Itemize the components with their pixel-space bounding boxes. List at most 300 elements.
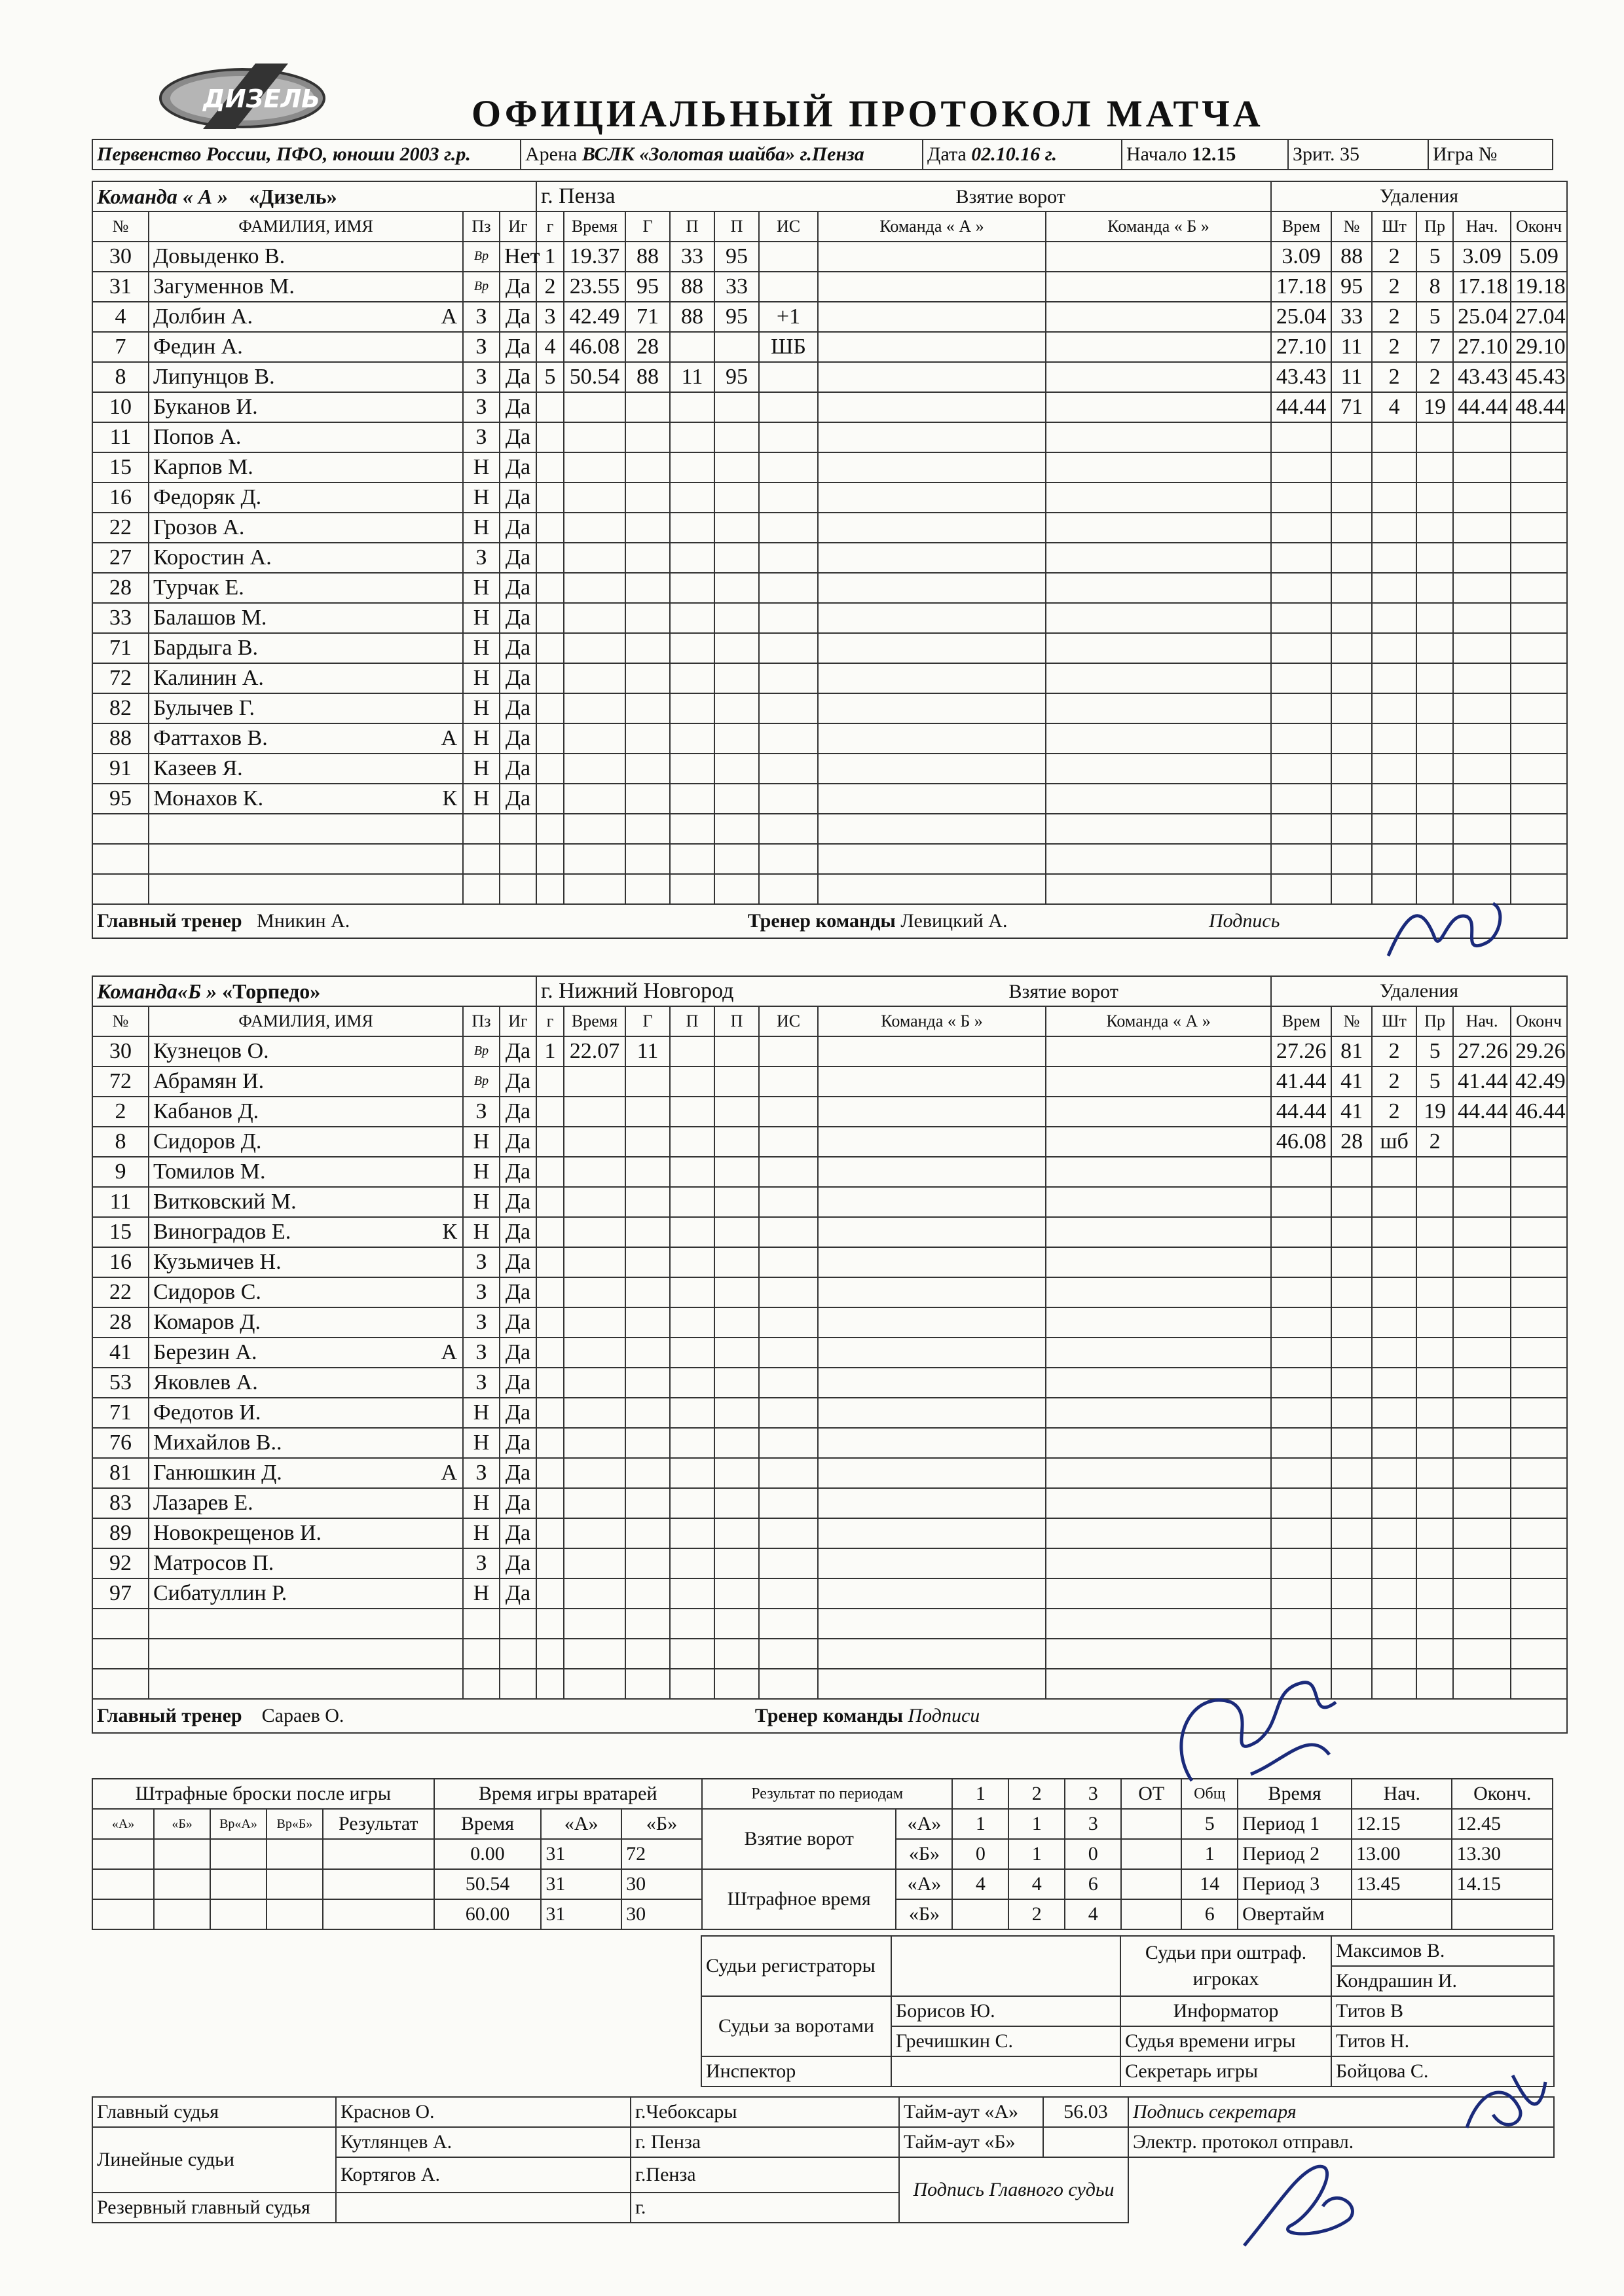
- player-row: [92, 543, 1567, 573]
- penalty-start: 25.04: [1453, 302, 1511, 332]
- player-played: Да: [500, 1066, 536, 1097]
- player-position: З: [463, 1458, 500, 1488]
- col-header-g: Г: [625, 1006, 670, 1036]
- player-number: 89: [92, 1518, 149, 1548]
- player-row: [92, 1187, 1567, 1217]
- player-position: Н: [463, 1157, 500, 1187]
- penalty-start: 27.26: [1453, 1036, 1511, 1066]
- goal-scorer: 28: [625, 332, 670, 362]
- goal-time: 19.37: [564, 242, 625, 272]
- col-header-p1: П: [670, 1006, 714, 1036]
- shootout-title: Штрафные броски после игры: [92, 1779, 434, 1809]
- player-position: З: [463, 392, 500, 422]
- chief-referee: Краснов О.: [336, 2097, 631, 2127]
- player-name: Буканов И.: [149, 392, 463, 422]
- penalty-minutes: 2: [1372, 1036, 1416, 1066]
- player-played: Да: [500, 1578, 536, 1609]
- player-name: Витковский М.: [149, 1187, 463, 1217]
- player-played: Да: [500, 302, 536, 332]
- player-name: Абрамян И.: [149, 1066, 463, 1097]
- penalty-time: 27.26: [1271, 1036, 1331, 1066]
- player-position: З: [463, 1368, 500, 1398]
- player-played: Да: [500, 483, 536, 513]
- penalty-time: 44.44: [1271, 392, 1331, 422]
- player-number: 92: [92, 1548, 149, 1578]
- player-position: Н: [463, 1488, 500, 1518]
- player-name: Кабанов Д.: [149, 1097, 463, 1127]
- player-position: Н: [463, 1578, 500, 1609]
- player-name: Турчак Е.: [149, 573, 463, 603]
- col-header-teamb: Команда « А »: [1046, 1006, 1271, 1036]
- player-played: Да: [500, 272, 536, 302]
- player-row: [92, 1217, 1567, 1247]
- player-position: Н: [463, 1217, 500, 1247]
- player-number: 28: [92, 573, 149, 603]
- penalty-player: 95: [1331, 272, 1372, 302]
- penalty-end: 5.09: [1511, 242, 1567, 272]
- player-row: [92, 693, 1567, 723]
- player-name: Кузнецов О.: [149, 1036, 463, 1066]
- player-number: 72: [92, 1066, 149, 1097]
- player-played: Да: [500, 1548, 536, 1578]
- goal-assist-2: 33: [714, 272, 759, 302]
- col-header-start: Нач.: [1453, 1006, 1511, 1036]
- col-header-g: Г: [625, 211, 670, 242]
- player-number: 22: [92, 513, 149, 543]
- player-number: 53: [92, 1368, 149, 1398]
- penalty-reason: 19: [1416, 1097, 1453, 1127]
- player-position: Н: [463, 754, 500, 784]
- penalty-minutes: 2: [1372, 242, 1416, 272]
- player-played: Да: [500, 392, 536, 422]
- svg-text:ДИЗЕЛЬ: ДИЗЕЛЬ: [203, 84, 321, 113]
- player-played: Да: [500, 1518, 536, 1548]
- player-position: Н: [463, 1518, 500, 1548]
- penalty-start: 27.10: [1453, 332, 1511, 362]
- goal-no: 1: [536, 242, 564, 272]
- penalty-player: 28: [1331, 1127, 1372, 1157]
- penalty-player: 81: [1331, 1036, 1372, 1066]
- player-row: [92, 422, 1567, 452]
- player-position: Н: [463, 1187, 500, 1217]
- col-header-played: Иг: [500, 211, 536, 242]
- penalty-reason: 5: [1416, 1036, 1453, 1066]
- player-name: Федин А.: [149, 332, 463, 362]
- goal-no: 4: [536, 332, 564, 362]
- player-name: Комаров Д.: [149, 1307, 463, 1338]
- signature-scribble: [1238, 2147, 1369, 2265]
- player-played: Да: [500, 1338, 536, 1368]
- player-number: 28: [92, 1307, 149, 1338]
- penalty-reason: 2: [1416, 362, 1453, 392]
- player-position: З: [463, 422, 500, 452]
- col-header-name: ФАМИЛИЯ, ИМЯ: [149, 1006, 463, 1036]
- player-row: [92, 332, 1567, 362]
- col-header-pos: Пз: [463, 211, 500, 242]
- player-row: [92, 1428, 1567, 1458]
- player-row: [92, 1157, 1567, 1187]
- player-number: 11: [92, 1187, 149, 1217]
- goal-situation: +1: [759, 302, 818, 332]
- signature-scribble: [1153, 1663, 1349, 1794]
- penalty-reason: 7: [1416, 332, 1453, 362]
- col-header-p2: П: [714, 1006, 759, 1036]
- goal-no: 1: [536, 1036, 564, 1066]
- player-position: З: [463, 362, 500, 392]
- team-b-team-coach: Подписи: [908, 1705, 980, 1726]
- penalty-start: 3.09: [1453, 242, 1511, 272]
- player-name: Матросов П.: [149, 1548, 463, 1578]
- penalty-start: 41.44: [1453, 1066, 1511, 1097]
- penalty-time: 27.10: [1271, 332, 1331, 362]
- player-name: Грозов А.: [149, 513, 463, 543]
- player-played: Да: [500, 1307, 536, 1338]
- player-row: [92, 242, 1567, 272]
- player-played: Да: [500, 1368, 536, 1398]
- goal-assist-2: [714, 332, 759, 362]
- player-number: 76: [92, 1428, 149, 1458]
- player-number: 82: [92, 693, 149, 723]
- player-played: Нет: [500, 242, 536, 272]
- signature-scribble: [1382, 897, 1513, 969]
- player-row: [92, 452, 1567, 483]
- penalty-end: 29.26: [1511, 1036, 1567, 1066]
- penalty-time: 41.44: [1271, 1066, 1331, 1097]
- goal-no: 3: [536, 302, 564, 332]
- penalty-time: 44.44: [1271, 1097, 1331, 1127]
- player-name: Довыденко В.: [149, 242, 463, 272]
- player-name: Михайлов В..: [149, 1428, 463, 1458]
- player-position: Н: [463, 723, 500, 754]
- player-number: 88: [92, 723, 149, 754]
- penalty-time: 17.18: [1271, 272, 1331, 302]
- col-header-name: ФАМИЛИЯ, ИМЯ: [149, 211, 463, 242]
- team-b-name: «Торпедо»: [222, 979, 321, 1003]
- col-header-is: ИС: [759, 211, 818, 242]
- player-played: Да: [500, 1127, 536, 1157]
- player-row: [92, 814, 1567, 844]
- penalty-minutes: 2: [1372, 1097, 1416, 1127]
- penalty-end: 29.10: [1511, 332, 1567, 362]
- penalty-player: 33: [1331, 302, 1372, 332]
- col-header-num: №: [92, 1006, 149, 1036]
- team-a-city: г. Пенза: [541, 183, 616, 208]
- player-position: Н: [463, 483, 500, 513]
- player-played: Да: [500, 332, 536, 362]
- player-position: З: [463, 332, 500, 362]
- player-number: 30: [92, 1036, 149, 1066]
- team-b-head-coach: Сараев О.: [261, 1705, 344, 1726]
- player-number: 15: [92, 1217, 149, 1247]
- col-header-played: Иг: [500, 1006, 536, 1036]
- player-row: [92, 362, 1567, 392]
- player-row: [92, 1518, 1567, 1548]
- start-time: 12.15: [1191, 143, 1236, 165]
- goal-time: 22.07: [564, 1036, 625, 1066]
- col-header-pnum: №: [1331, 211, 1372, 242]
- penalty-minutes: 2: [1372, 362, 1416, 392]
- team-a-name: «Дизель»: [249, 185, 337, 208]
- goal-assist-1: 33: [670, 242, 714, 272]
- player-row: [92, 483, 1567, 513]
- player-number: 2: [92, 1097, 149, 1127]
- player-name: Казеев Я.: [149, 754, 463, 784]
- penalty-start: 17.18: [1453, 272, 1511, 302]
- player-played: Да: [500, 1277, 536, 1307]
- player-number: 22: [92, 1277, 149, 1307]
- col-header-num: №: [92, 211, 149, 242]
- player-name: Березин А. А: [149, 1338, 463, 1368]
- player-name: Долбин А. А: [149, 302, 463, 332]
- player-number: 72: [92, 663, 149, 693]
- player-number: 30: [92, 242, 149, 272]
- player-name: Федотов И.: [149, 1398, 463, 1428]
- player-name: Липунцов В.: [149, 362, 463, 392]
- player-position: Вр: [463, 1036, 500, 1066]
- player-row: [92, 844, 1567, 874]
- goal-time: 50.54: [564, 362, 625, 392]
- penalty-end: 46.44: [1511, 1097, 1567, 1127]
- penalty-player: 88: [1331, 242, 1372, 272]
- penalty-minutes: 4: [1372, 392, 1416, 422]
- team-a-head-coach: Мникин А.: [257, 910, 350, 932]
- player-played: Да: [500, 754, 536, 784]
- player-name: Томилов М.: [149, 1157, 463, 1187]
- player-row: [92, 663, 1567, 693]
- penalty-end: 48.44: [1511, 392, 1567, 422]
- player-number: 71: [92, 633, 149, 663]
- player-name: Коростин А.: [149, 543, 463, 573]
- player-number: 8: [92, 1127, 149, 1157]
- col-header-ptime: Врем: [1271, 211, 1331, 242]
- team-b-table: Команда«Б » «Торпедо» г. Нижний Новгород Взятие ворот Удаления № ФАМИЛИЯ, ИМЯ Пз Иг г Время Г П П ИС Команда « Б » Команда « А » Врем № Шт Пр Нач. Оконч 30 Кузнецов О. Вр Да 1 22.07 11 27.26 81 2 5 27.26 29.26 72 Абрамян И. Вр Да 41.44 41 2 5 41.44 42.49 2 Кабанов Д. З Да 44.44 41 2 19 44.44 46.44 8 Сидоров Д. Н Да 46.08 28 шб 2 9 Томилов М. Н Да 11 Витковский М. Н Да 15 Виноградов Е. К Н Да 16 Кузьмичев Н. З Да 22 Сидоров С. З Да 28 Комаров Д. З Да 41 Березин А. А З Да 53 Яковлев А. З Да 71 Федотов И. Н Да 76 Михайлов В.. Н Да 81 Ганюшкин Д. А З Да 83 Лазарев Е. Н Да 89 Новокрещенов И. Н Да 92 Матросов П. З Да 97 Сибатуллин Р. Н Да Главный тренер Сараев О. Тренер команды Подписи: [92, 975, 1568, 1734]
- player-row: [92, 1036, 1567, 1066]
- player-row: [92, 1368, 1567, 1398]
- penalty-start: [1453, 1127, 1511, 1157]
- player-name: Бардыга В.: [149, 633, 463, 663]
- player-name: Федоряк Д.: [149, 483, 463, 513]
- penalty-reason: 5: [1416, 242, 1453, 272]
- penalty-time: 25.04: [1271, 302, 1331, 332]
- goal-assist-1: [670, 332, 714, 362]
- player-position: Вр: [463, 242, 500, 272]
- penalty-end: [1511, 1127, 1567, 1157]
- player-number: 81: [92, 1458, 149, 1488]
- player-position: Н: [463, 1127, 500, 1157]
- player-played: Да: [500, 723, 536, 754]
- goal-time: 42.49: [564, 302, 625, 332]
- player-row: [92, 874, 1567, 904]
- player-row: [92, 1097, 1567, 1127]
- player-number: 27: [92, 543, 149, 573]
- player-played: Да: [500, 1428, 536, 1458]
- player-row: [92, 513, 1567, 543]
- player-row: [92, 603, 1567, 633]
- player-number: 33: [92, 603, 149, 633]
- player-row: [92, 1066, 1567, 1097]
- player-played: Да: [500, 1488, 536, 1518]
- penalty-minutes: 2: [1372, 272, 1416, 302]
- player-name: Балашов М.: [149, 603, 463, 633]
- player-row: [92, 1127, 1567, 1157]
- col-header-teamb: Команда « Б »: [1046, 211, 1271, 242]
- page-title: ОФИЦИАЛЬНЫЙ ПРОТОКОЛ МАТЧА: [471, 92, 1264, 135]
- player-number: 91: [92, 754, 149, 784]
- col-header-ptime: Врем: [1271, 1006, 1331, 1036]
- col-header-pnum: №: [1331, 1006, 1372, 1036]
- player-position: З: [463, 1247, 500, 1277]
- player-played: Да: [500, 362, 536, 392]
- goal-no: 2: [536, 272, 564, 302]
- player-name: Яковлев А.: [149, 1368, 463, 1398]
- player-row: [92, 302, 1567, 332]
- player-played: Да: [500, 1247, 536, 1277]
- team-a-table: Команда « А » «Дизель» г. Пенза Взятие ворот Удаления № ФАМИЛИЯ, ИМЯ Пз Иг г Время Г П П ИС Команда « А » Команда « Б » Врем № Шт Пр Нач. Оконч 30 Довыденко В. Вр Нет 1 19.37 88 33 95 3.09 88 2 5 3.09 5.09 31 Загуменнов М. Вр Да 2 23.55 95 88 33 17.18 95 2 8 17.18 19.18 4 Долбин А. А З Да 3 42.49 71 88 95 +1 25.04 33 2 5 25.04 27.04 7 Федин А. З Да 4 46.08 28 ШБ 27.10 11 2 7 27.10 29.10 8 Липунцов В. З Да 5 50.54 88 11 95 43.43 11 2 2 43.43 45.43 10 Буканов И. З Да 44.44 71 4 19 44.44 48.44 11 Попов А. З Да 15 Карпов М. Н Да 16 Федоряк Д. Н Да 22 Грозов А. Н Да 27 Коростин А. З Да 28 Турчак Е. Н Да 33 Балашов М. Н Да 71 Бардыга В. Н Да 72 Калинин А. Н Да 82 Булычев Г. Н Да 88 Фаттахов В. А Н Да 91 Казеев Я. Н Да 95 Монахов К. К Н Да Главный тренер Мникин А. Тренер команды Левицкий А. Подпись: [92, 181, 1568, 939]
- player-number: 95: [92, 784, 149, 814]
- player-row: [92, 1578, 1567, 1609]
- player-number: 8: [92, 362, 149, 392]
- player-name: Лазарев Е.: [149, 1488, 463, 1518]
- player-row: [92, 573, 1567, 603]
- player-played: Да: [500, 452, 536, 483]
- penalty-player: 41: [1331, 1097, 1372, 1127]
- player-number: 11: [92, 422, 149, 452]
- penalty-minutes: 2: [1372, 302, 1416, 332]
- goal-scorer: 95: [625, 272, 670, 302]
- goal-situation: [759, 272, 818, 302]
- player-number: 16: [92, 483, 149, 513]
- player-number: 7: [92, 332, 149, 362]
- penalty-reason: 8: [1416, 272, 1453, 302]
- player-name: Загуменнов М.: [149, 272, 463, 302]
- player-row: [92, 754, 1567, 784]
- col-header-is: ИС: [759, 1006, 818, 1036]
- player-row: [92, 723, 1567, 754]
- player-played: Да: [500, 603, 536, 633]
- player-position: З: [463, 1548, 500, 1578]
- penalty-reason: 2: [1416, 1127, 1453, 1157]
- penalty-minutes: 2: [1372, 1066, 1416, 1097]
- timeout-a: 56.03: [1043, 2097, 1128, 2127]
- col-header-g: г: [536, 211, 564, 242]
- player-number: 10: [92, 392, 149, 422]
- player-position: З: [463, 543, 500, 573]
- player-row: [92, 1398, 1567, 1428]
- player-played: Да: [500, 1398, 536, 1428]
- penalty-minutes: шб: [1372, 1127, 1416, 1157]
- penalty-player: 71: [1331, 392, 1372, 422]
- penalty-time: 3.09: [1271, 242, 1331, 272]
- player-played: Да: [500, 693, 536, 723]
- player-played: Да: [500, 663, 536, 693]
- col-header-pmin: Шт: [1372, 1006, 1416, 1036]
- player-position: Н: [463, 784, 500, 814]
- goal-assist-1: [670, 1036, 714, 1066]
- player-played: Да: [500, 1217, 536, 1247]
- player-played: Да: [500, 422, 536, 452]
- player-name: Сидоров С.: [149, 1277, 463, 1307]
- player-position: Вр: [463, 1066, 500, 1097]
- goal-situation: [759, 242, 818, 272]
- date: 02.10.16 г.: [971, 143, 1057, 165]
- penalty-start: 44.44: [1453, 1097, 1511, 1127]
- player-row: [92, 1488, 1567, 1518]
- player-position: З: [463, 1097, 500, 1127]
- penalty-time: 43.43: [1271, 362, 1331, 392]
- goal-scorer: 88: [625, 362, 670, 392]
- col-header-pmin: Шт: [1372, 211, 1416, 242]
- player-row: [92, 1458, 1567, 1488]
- officials-table: Судьи регистраторы Судьи при оштраф. игроках Максимов В. Кондрашин И. Судьи за воротами Борисов Ю. Информатор Титов В Гречишкин С. Судья времени игры Титов Н. Инспектор Секретарь игры Бойцова С.: [701, 1935, 1555, 2087]
- goal-assist-2: 95: [714, 242, 759, 272]
- col-header-end: Оконч: [1511, 211, 1567, 242]
- player-position: Н: [463, 573, 500, 603]
- col-header-p2: П: [714, 211, 759, 242]
- signature-scribble: [1454, 2062, 1552, 2141]
- penalty-start: 43.43: [1453, 362, 1511, 392]
- penalty-start: 44.44: [1453, 392, 1511, 422]
- goal-time: 23.55: [564, 272, 625, 302]
- player-row: [92, 1247, 1567, 1277]
- goalie-time-title: Время игры вратарей: [434, 1779, 702, 1809]
- player-position: Н: [463, 452, 500, 483]
- player-number: 41: [92, 1338, 149, 1368]
- player-row: [92, 784, 1567, 814]
- goal-scorer: 11: [625, 1036, 670, 1066]
- col-header-teama: Команда « Б »: [818, 1006, 1046, 1036]
- goal-no: 5: [536, 362, 564, 392]
- player-row: [92, 1609, 1567, 1639]
- player-name: Виноградов Е. К: [149, 1217, 463, 1247]
- goal-assist-2: [714, 1036, 759, 1066]
- goal-assist-2: 95: [714, 302, 759, 332]
- player-name: Сибатуллин Р.: [149, 1578, 463, 1609]
- player-position: З: [463, 302, 500, 332]
- col-header-p1: П: [670, 211, 714, 242]
- player-name: Ганюшкин Д. А: [149, 1458, 463, 1488]
- penalty-player: 11: [1331, 362, 1372, 392]
- penalty-reason: 19: [1416, 392, 1453, 422]
- player-name: Булычев Г.: [149, 693, 463, 723]
- player-played: Да: [500, 1036, 536, 1066]
- penalty-reason: 5: [1416, 1066, 1453, 1097]
- player-played: Да: [500, 543, 536, 573]
- player-number: 31: [92, 272, 149, 302]
- penalty-player: 41: [1331, 1066, 1372, 1097]
- player-row: [92, 272, 1567, 302]
- player-number: 15: [92, 452, 149, 483]
- spectators: 35: [1339, 143, 1359, 165]
- player-row: [92, 1277, 1567, 1307]
- player-name: Новокрещенов И.: [149, 1518, 463, 1548]
- player-position: З: [463, 1338, 500, 1368]
- player-name: Кузьмичев Н.: [149, 1247, 463, 1277]
- goal-assist-1: 88: [670, 272, 714, 302]
- col-header-time: Время: [564, 211, 625, 242]
- team-b-city: г. Нижний Новгород: [541, 978, 734, 1003]
- diesel-logo: [157, 60, 327, 132]
- championship: Первенство России, ПФО, юноши 2003 г.р.: [92, 139, 521, 170]
- team-a-team-coach: Левицкий А.: [900, 910, 1008, 932]
- player-number: 71: [92, 1398, 149, 1428]
- col-header-pos: Пз: [463, 1006, 500, 1036]
- goal-assist-1: 11: [670, 362, 714, 392]
- player-position: З: [463, 1277, 500, 1307]
- col-header-start: Нач.: [1453, 211, 1511, 242]
- player-row: [92, 392, 1567, 422]
- player-position: З: [463, 1307, 500, 1338]
- player-name: Сидоров Д.: [149, 1127, 463, 1157]
